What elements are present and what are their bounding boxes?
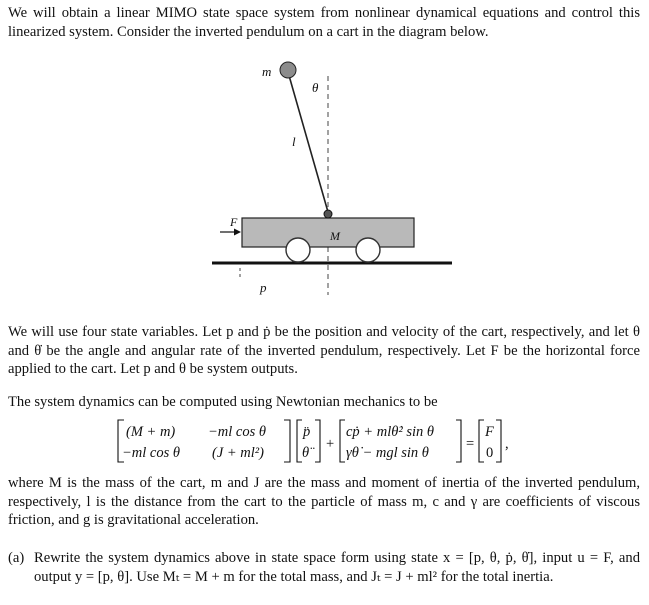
force-arrowhead [234,229,241,236]
nonlinear-n2: γθ̇ − mgl sin θ [346,445,429,461]
inverted-pendulum-diagram [0,50,649,310]
rhs-zero: 0 [486,445,494,461]
cart-mass-label: M [330,229,340,243]
nonlinear-bracket-left [340,420,345,462]
question-a [8,549,640,585]
equals-sign: = [466,436,475,452]
nonlinear-n1: cṗ + mlθ̇² sin θ [346,424,434,440]
cart-body [242,218,414,247]
cart-wheel-right [356,238,380,262]
length-label: l [292,134,296,149]
question-text: Rewrite the system dynamics above in state space form using state x = [p, θ, ṗ, θ̇], input u = F, and output y = [p, θ]. Use Mₜ = M + m for the total mass, and Jₜ = J + ml² for the total inertia. [34,550,640,585]
matrix-m11: (M + m) [126,424,176,440]
matrix-m21: −ml cos θ [122,445,180,461]
trailing-comma: , [505,436,509,452]
pendulum-bob [280,62,296,78]
mass-label: m [262,64,272,79]
where-paragraph: where M is the mass of the cart, m and J are the mass and moment of inertia of the inverted pendulum, respectively, l is the distance from the cart to the particle of mass m, c and γ are coefficients of viscous friction, and g is gravitational acceleration. [8,475,640,528]
theta-label: θ [312,80,319,95]
vector-pddot: p̈ [303,424,311,440]
matrix-m12: −ml cos θ [208,424,266,440]
vector-thetaddot: θ̈ [302,445,310,461]
dynamics-equation [100,418,600,466]
rhs-bracket-right [496,420,501,462]
position-label: p [260,280,267,295]
pendulum-pivot [324,210,332,218]
vector-bracket-right [315,420,320,462]
matrix-bracket-right [284,420,290,462]
cart-wheel-left [286,238,310,262]
matrix-m22: (J + ml²) [212,445,264,461]
nonlinear-bracket-right [456,420,461,462]
question-label: (a) [8,550,25,566]
intro-paragraph: We will obtain a linear MIMO state space system from nonlinear dynamical equations and control this linearized system. Consider the inverted pendulum on a cart in the diagram below. [8,5,640,40]
rhs-bracket-left [479,420,484,462]
state-variables-paragraph: We will use four state variables. Let p and ṗ be the position and velocity of the cart, respectively, and let θ and θ̇ be the angle and angular rate of the inverted pendulum, respectively. Let F be the horizontal force applied to the cart. Let p and θ be system outputs. [8,324,640,377]
force-label: F [230,215,238,229]
plus-sign: + [326,436,335,452]
rhs-force: F [485,424,494,440]
dynamics-intro: The system dynamics can be computed using Newtonian mechanics to be [8,394,438,410]
